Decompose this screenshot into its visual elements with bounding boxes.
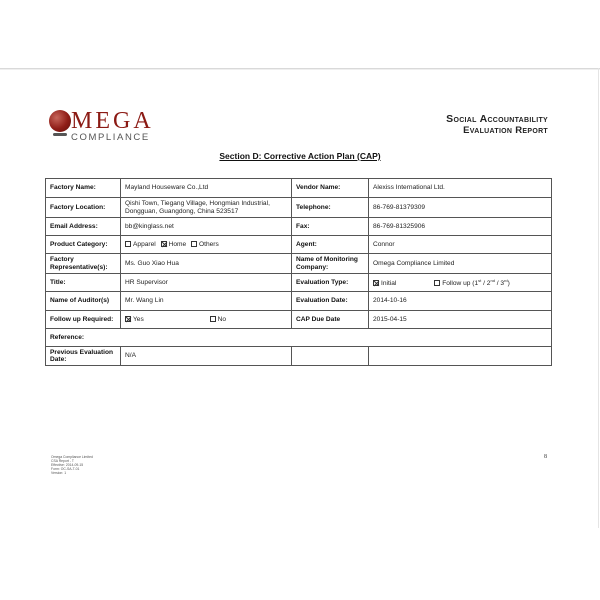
previous-eval-label-line2: Date:: [50, 356, 67, 363]
table-row: [46, 179, 552, 198]
report-title: [446, 114, 548, 136]
email-label: Email Address:: [46, 218, 121, 236]
previous-eval-label: [46, 347, 121, 366]
followup-required-no[interactable]: [210, 316, 226, 323]
table-row: [46, 329, 552, 347]
page-edge-right: [598, 68, 599, 528]
auditor-label: Name of Auditor(s): [46, 292, 121, 311]
table-row: [46, 311, 552, 329]
section-title: Section D: Corrective Action Plan (CAP): [219, 151, 381, 161]
email-value: bb@kinglass.net: [121, 218, 292, 236]
vendor-name-label: Vendor Name:: [292, 179, 369, 198]
monitoring-company-label-line1: Name of Monitoring: [296, 256, 358, 263]
fax-value: 86-769-81325906: [369, 218, 552, 236]
cap-due-date-label: CAP Due Date: [292, 311, 369, 329]
page-shadow: [0, 69, 600, 70]
footer-line: CSA Report - T: [51, 459, 74, 463]
agent-label: Agent:: [292, 236, 369, 254]
table-row: [46, 218, 552, 236]
previous-eval-value: N/A: [121, 347, 292, 366]
home-label: Home: [168, 240, 187, 248]
followup-text-3: / 3: [494, 280, 505, 288]
product-category-home[interactable]: [161, 241, 187, 248]
product-category-apparel[interactable]: [125, 241, 156, 248]
empty-cell: [292, 347, 369, 366]
cap-info-table: [45, 178, 552, 366]
factory-location-label: Factory Location:: [46, 198, 121, 218]
footer-line: Version: 1: [51, 471, 67, 475]
logo-compliance-text: COMPLIANCE: [71, 132, 150, 143]
table-row: [46, 292, 552, 311]
table-row: [46, 347, 552, 366]
checkbox-unchecked-icon[interactable]: [125, 241, 131, 247]
followup-required-yes[interactable]: [125, 316, 144, 323]
checkbox-checked-icon[interactable]: [161, 241, 167, 247]
logo-sphere-icon: [49, 110, 71, 132]
others-label: Others: [199, 240, 219, 248]
product-category-options: [121, 236, 292, 254]
initial-label: Initial: [381, 280, 397, 288]
checkbox-checked-icon[interactable]: [125, 316, 131, 322]
telephone-label: Telephone:: [292, 198, 369, 218]
agent-value: Connor: [369, 236, 552, 254]
previous-eval-label-line1: Previous Evaluation: [50, 348, 114, 356]
followup-text-end: ): [507, 280, 510, 288]
title-label: Title:: [46, 274, 121, 292]
empty-cell: [369, 347, 552, 366]
factory-rep-value: Ms. Guo Xiao Hua: [121, 254, 292, 274]
page-number: 8: [544, 454, 547, 460]
footer-line: Omega Compliance Limited: [51, 455, 93, 459]
omega-compliance-logo: [47, 106, 157, 144]
table-row: [46, 198, 552, 218]
report-title-line1: Social Accountability: [446, 113, 548, 125]
footer-info: [51, 455, 93, 475]
monitoring-company-label: [292, 254, 369, 274]
checkbox-unchecked-icon[interactable]: [210, 316, 216, 322]
checkbox-checked-icon[interactable]: [373, 280, 379, 286]
table-row: [46, 236, 552, 254]
factory-location-value: [121, 198, 292, 218]
reference-label: Reference:: [46, 329, 552, 347]
auditor-value: Mr. Wang Lin: [121, 292, 292, 311]
followup-label: [442, 280, 510, 287]
followup-required-options: [121, 311, 292, 329]
factory-rep-label: [46, 254, 121, 274]
vendor-name-value: Alexiss International Ltd.: [369, 179, 552, 198]
yes-label: Yes: [133, 315, 144, 323]
logo-mega-text: MEGA: [71, 108, 154, 134]
factory-name-label: Factory Name:: [46, 179, 121, 198]
checkbox-unchecked-icon[interactable]: [434, 280, 440, 286]
footer-line: Form: OC-SA-T-01: [51, 467, 80, 471]
product-category-label: Product Category:: [46, 236, 121, 254]
evaluation-date-label: Evaluation Date:: [292, 292, 369, 311]
followup-text: Follow up (1: [442, 280, 479, 288]
monitoring-company-label-line2: Company:: [296, 263, 329, 271]
evaluation-type-initial[interactable]: [373, 280, 396, 287]
table-row: [46, 274, 552, 292]
cap-due-date-value: 2015-04-15: [369, 311, 552, 329]
evaluation-type-options: [369, 274, 552, 292]
report-title-line2: Evaluation Report: [463, 125, 548, 136]
factory-rep-label-line1: Factory: [50, 256, 74, 263]
title-value: HR Supervisor: [121, 274, 292, 292]
evaluation-type-followup[interactable]: [434, 280, 510, 287]
followup-sup-3rd: rd: [504, 278, 508, 284]
factory-rep-label-line2: Representative(s):: [50, 263, 108, 271]
telephone-value: 86-769-81379309: [369, 198, 552, 218]
apparel-label: Apparel: [133, 240, 156, 248]
followup-required-label: Follow up Required:: [46, 311, 121, 329]
table-row: [46, 254, 552, 274]
checkbox-unchecked-icon[interactable]: [191, 241, 197, 247]
factory-location-line1: Qishi Town, Tiegang Village, Hongmian Industrial,: [125, 200, 270, 207]
monitoring-company-value: Omega Compliance Limited: [369, 254, 552, 274]
factory-location-line2: Dongguan, Guangdong, China 523517: [125, 207, 239, 215]
evaluation-date-value: 2014-10-16: [369, 292, 552, 311]
followup-text-2: / 2: [481, 280, 491, 288]
footer-line: Effective: 2014-09-15: [51, 463, 84, 467]
factory-name-value: Mayland Houseware Co.,Ltd: [121, 179, 292, 198]
fax-label: Fax:: [292, 218, 369, 236]
product-category-others[interactable]: [191, 241, 219, 248]
logo-stand: [53, 133, 67, 136]
no-label: No: [217, 315, 227, 323]
evaluation-type-label: Evaluation Type:: [292, 274, 369, 292]
followup-sup-1st: st: [478, 278, 482, 284]
followup-sup-2nd: nd: [490, 278, 495, 284]
